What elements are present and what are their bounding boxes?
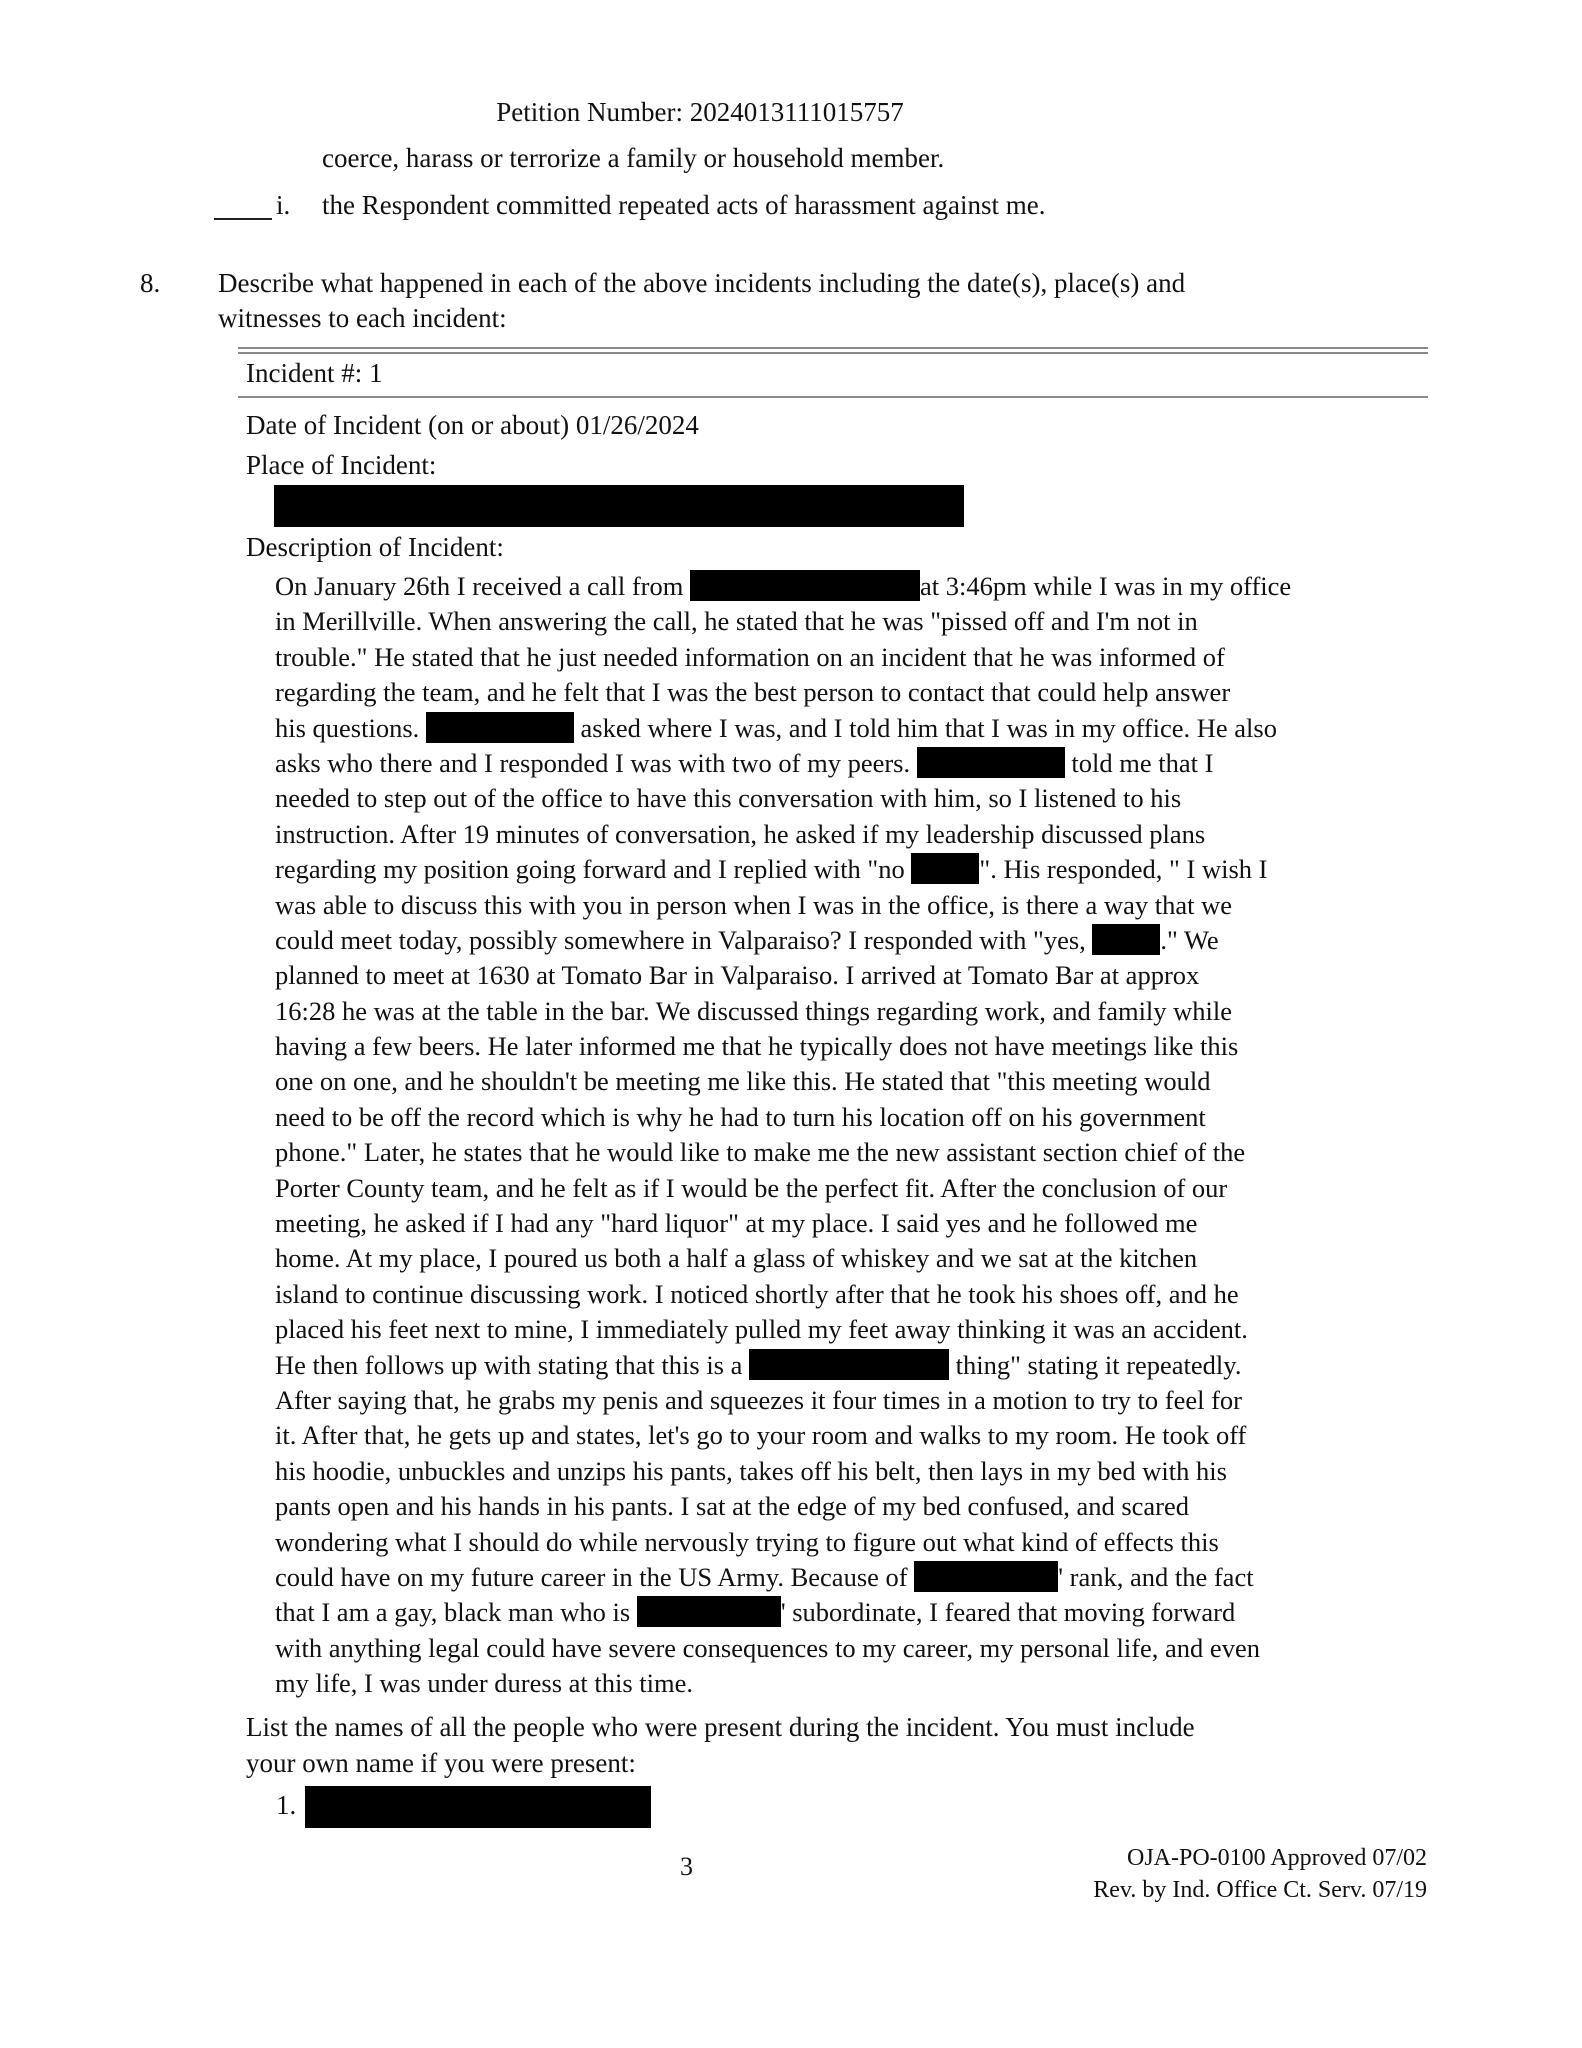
description-line: in Merillville. When answering the call, he stated that he was "pissed off and I'm not in [275,606,1198,637]
redaction-block [749,1349,949,1380]
description-line: was able to discuss this with you in person when I was in the office, is there a way that we [275,889,1232,920]
people-label-line2: your own name if you were present: [246,1748,636,1778]
incident-number: Incident #: 1 [246,358,383,388]
incident-top-rule-double [238,352,1428,354]
question-number: 8. [140,268,161,298]
description-line: it. After that, he gets up and states, let's go to your room and walks to my room. He took off [275,1420,1247,1451]
description-line: having a few beers. He later informed me that he typically does not have meetings like this [275,1031,1239,1062]
description-line: 16:28 he was at the table in the bar. We discussed things regarding work, and family while [275,995,1233,1026]
question-text-line2: witnesses to each incident: [218,303,507,333]
question-text-line1: Describe what happened in each of the above incidents including the date(s), place(s) and [218,268,1186,298]
item-i-text: the Respondent committed repeated acts of harassment against me. [322,190,1046,220]
redaction-block [426,712,574,743]
description-label: Description of Incident: [246,532,504,562]
description-line: On January 26th I received a call from at 3:46pm while I was in my office [275,571,1292,601]
description-line: regarding the team, and he felt that I was the best person to contact that could help answer [275,677,1231,708]
redaction-block [637,1596,781,1627]
incident-description [275,569,1445,1702]
form-revision: Rev. by Ind. Office Ct. Serv. 07/19 [1093,1877,1427,1903]
redaction-block [917,747,1065,778]
redacted-place [274,485,964,527]
page-number: 3 [680,1852,693,1881]
description-line: needed to step out of the office to have this conversation with him, so I listened to his [275,783,1182,814]
incident-date: Date of Incident (on or about) 01/26/2024 [246,410,699,440]
redaction-block [911,853,979,884]
description-line: He then follows up with stating that this is a thing" stating it repeatedly. [275,1349,1242,1380]
description-line: pants open and his hands in his pants. I sat at the edge of my bed confused, and scared [275,1491,1190,1522]
description-line: meeting, he asked if I had any "hard liquor" at my place. I said yes and he followed me [275,1208,1198,1239]
item-i-blank-line [214,218,272,220]
description-line: home. At my place, I poured us both a half a glass of whiskey and we sat at the kitchen [275,1243,1198,1274]
description-line: placed his feet next to mine, I immediately pulled my feet away thinking it was an accident. [275,1314,1248,1345]
description-line: planned to meet at 1630 at Tomato Bar in Valparaiso. I arrived at Tomato Bar at approx [275,960,1200,991]
description-line: asks who there and I responded I was with two of my peers. told me that I [275,747,1214,778]
description-line: my life, I was under duress at this time. [275,1668,694,1699]
description-line: regarding my position going forward and I replied with "no ". His responded, " I wish I [275,854,1268,885]
description-line: could have on my future career in the US Army. Because of ' rank, and the fact [275,1561,1254,1592]
description-line: phone." Later, he states that he would like to make me the new assistant section chief of the [275,1137,1246,1168]
description-line: wondering what I should do while nervously trying to figure out what kind of effects this [275,1526,1219,1557]
description-line: Porter County team, and he felt as if I would be the perfect fit. After the conclusion of our [275,1172,1228,1203]
incident-top-rule [238,347,1428,349]
continuation-text: coerce, harass or terrorize a family or household member. [322,143,945,173]
description-line: his questions. asked where I was, and I told him that I was in my office. He also [275,712,1277,743]
description-line: instruction. After 19 minutes of conversation, he asked if my leadership discussed plans [275,818,1206,849]
redaction-block [690,570,920,601]
redaction-block [914,1561,1058,1592]
description-line: with anything legal could have severe consequences to my career, my personal life, and even [275,1632,1260,1663]
place-of-incident-label: Place of Incident: [246,450,437,480]
description-line: that I am a gay, black man who is ' subordinate, I feared that moving forward [275,1597,1236,1628]
petition-number: Petition Number: 2024013111015757 [496,97,904,127]
description-line: could meet today, possibly somewhere in Valparaiso? I responded with "yes, ." We [275,924,1219,955]
form-id: OJA-PO-0100 Approved 07/02 [1127,1845,1427,1871]
incident-divider-rule [238,396,1428,398]
people-item-number: 1. [276,1790,297,1820]
description-line: trouble." He stated that he just needed information on an incident that he was informed of [275,641,1225,672]
redacted-person-name [305,1786,651,1828]
people-label-line1: List the names of all the people who were present during the incident. You must include [246,1712,1195,1742]
description-line: his hoodie, unbuckles and unzips his pants, takes off his belt, then lays in my bed with his [275,1455,1227,1486]
item-i-letter: i. [276,190,291,220]
description-line: island to continue discussing work. I noticed shortly after that he took his shoes off, and he [275,1278,1239,1309]
description-line: need to be off the record which is why he had to turn his location off on his government [275,1101,1206,1132]
redaction-block [1092,924,1160,955]
description-line: one on one, and he shouldn't be meeting me like this. He stated that "this meeting would [275,1066,1211,1097]
description-line: After saying that, he grabs my penis and squeezes it four times in a motion to try to feel for [275,1384,1243,1415]
